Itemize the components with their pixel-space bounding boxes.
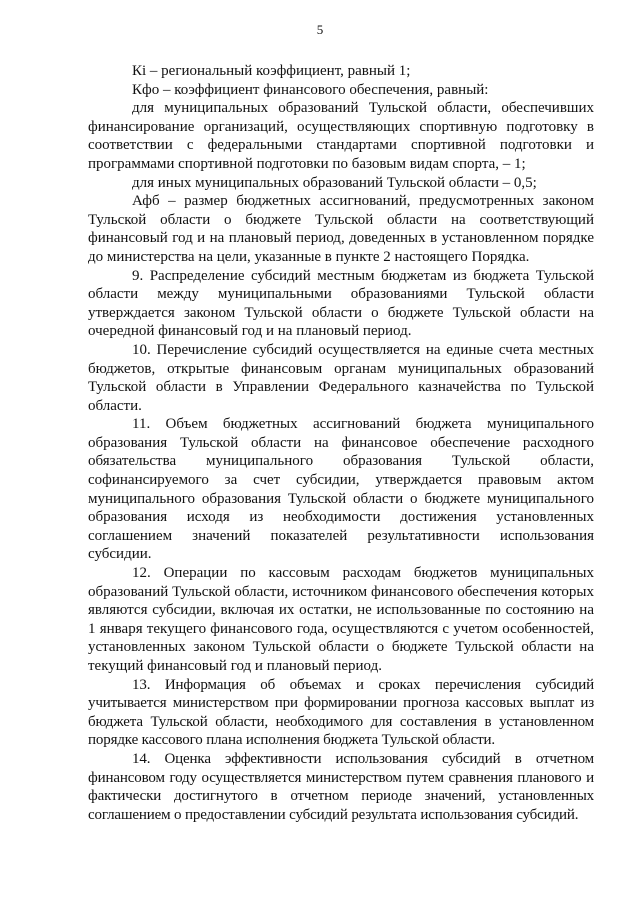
paragraph-item-14: 14. Оценка эффективности использования субсидий в отчетном финансовом году осуществляется министерством путем сравнения планового и фактически достигнутого в отчетном периоде значений, установленных соглашением о предоставлении субсидий результата использования субсидий. xyxy=(88,750,594,823)
paragraph-kfo-value-1: для муниципальных образований Тульской области, обеспечивших финансирование организаций, осуществляющих спортивную подготовку в соответствии с федеральными стандартами спортивной подготовки и программами спортивной подготовки по базовым видам спорта, – 1; xyxy=(88,100,594,172)
paragraph-kfo-value-05: для иных муниципальных образований Тульской области – 0,5; xyxy=(132,174,537,191)
paragraph-afb: Афб – размер бюджетных ассигнований, предусмотренных законом Тульской области о бюджете Тульской области на соответствующий финансовый год и на плановый период, доведенных в установленном порядке до министерства на цели, указанные в пункте 2 настоящего Порядка. xyxy=(88,193,594,265)
document-body xyxy=(88,62,594,824)
paragraph-ki-coefficient: Кi – региональный коэффициент, равный 1; xyxy=(132,63,411,79)
page-number: 5 xyxy=(316,22,324,37)
paragraph-item-10: 10. Перечисление субсидий осуществляется на единые счета местных бюджетов, открытые финансовым органам муниципальных образований Тульской области в Управлении Федерального казначейства по Тульской области. xyxy=(88,341,594,414)
paragraph-item-13: 13. Информация об объемах и сроках перечисления субсидий учитывается министерством при формировании прогноза кассовых выплат из бюджета Тульской области, необходимого для составления в установленном порядке кассового плана исполнения бюджета Тульской области. xyxy=(88,676,594,749)
paragraph-item-11: 11. Объем бюджетных ассигнований бюджета муниципального образования Тульской области на финансовое обеспечение расходного обязательства муниципального образования Тульской области, софинансируемого за счет субсидии, утверждается правовым актом муниципального образования Тульской области о бюджете муниципального образования исходя из необходимости достижения установленных соглашением значений показателей результативности использования субсидии. xyxy=(88,416,594,563)
paragraph-item-12: 12. Операции по кассовым расходам бюджетов муниципальных образований Тульской области, источником финансового обеспечения которых являются субсидии, включая их остатки, не использованные по состоянию на 1 января текущего финансового года, осуществляются с учетом особенностей, установленных законом Тульской области о бюджете Тульской области на текущий финансовый год и плановый период. xyxy=(88,565,594,674)
paragraph-item-9: 9. Распределение субсидий местным бюджетам из бюджета Тульской области между муниципальными образованиями Тульской области утверждается законом Тульской области о бюджете Тульской области на очередной финансовый год и на плановый период. xyxy=(88,267,594,340)
paragraph-kfo-coefficient: Кфо – коэффициент финансового обеспечения, равный: xyxy=(132,81,489,98)
